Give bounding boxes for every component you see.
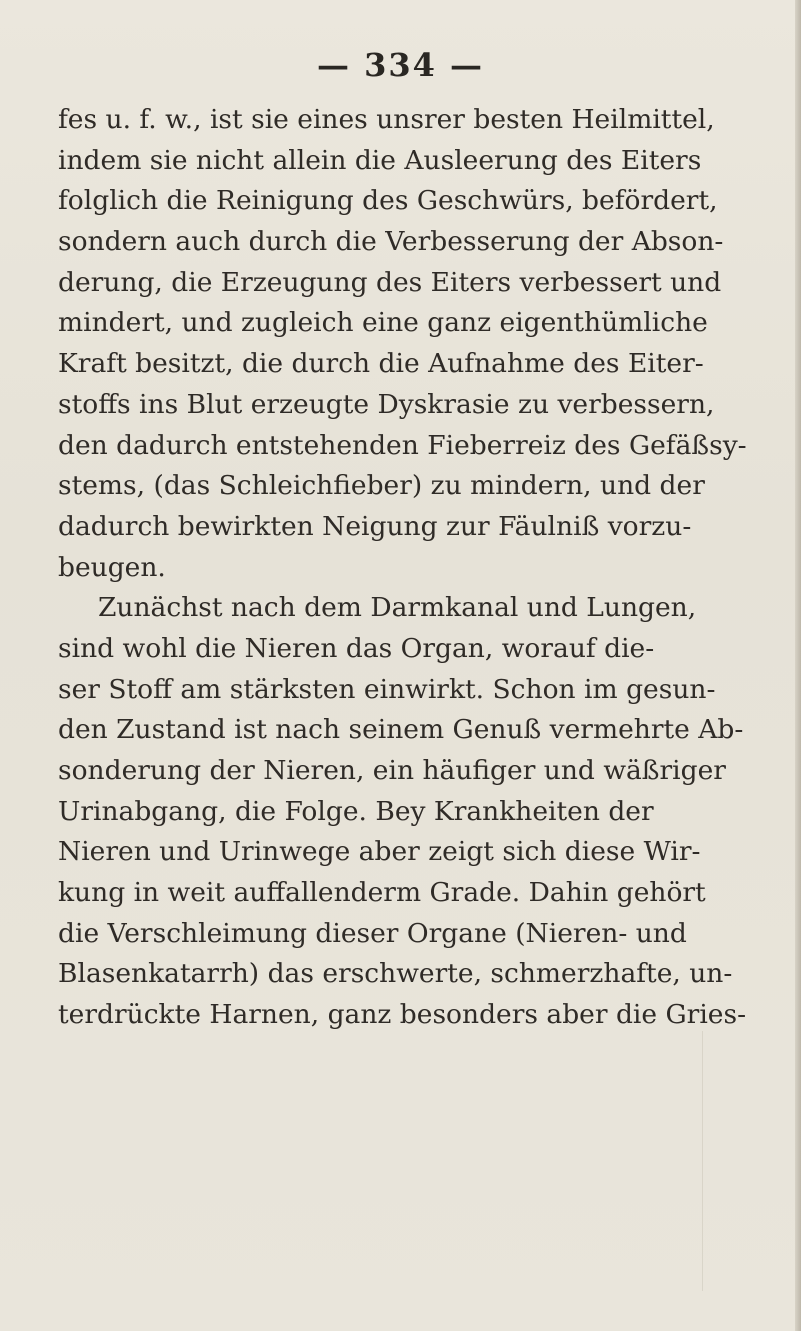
text-line: sonderung der Nieren, ein häufiger und wäßriger <box>58 755 726 786</box>
text-line: stoffs ins Blut erzeugte Dyskrasie zu verbessern, <box>58 388 715 420</box>
text-line: dadurch bewirkten Neigung zur Fäulniß vorzu- <box>58 510 692 542</box>
text-line: mindert, und zugleich eine ganz eigenthümliche <box>58 307 708 339</box>
text-line: derung, die Erzeugung des Eiters verbessert und <box>58 266 722 298</box>
text-line: ser Stoff am stärksten einwirkt. Schon im gesun- <box>58 673 716 705</box>
text-line: stems, (das Schleichfieber) zu mindern, und der <box>58 470 705 502</box>
text-line: sind wohl die Nieren das Organ, worauf die- <box>58 632 655 664</box>
text-line: indem sie nicht allein die Ausleerung des Eiters <box>58 144 702 176</box>
page-crease <box>702 1031 763 1291</box>
text-line: Blasenkatarrh) das erschwerte, schmerzhafte, un- <box>58 958 733 990</box>
text-line: den Zustand ist nach seinem Genuß vermehrte Ab- <box>58 714 744 746</box>
page-edge <box>795 0 801 1331</box>
text-line: beugen. <box>58 551 166 583</box>
text-line: Zunächst nach dem Darmkanal und Lungen, <box>98 592 697 624</box>
text-line: Kraft besitzt, die durch die Aufnahme des Eiter- <box>58 348 704 380</box>
text-line: kung in weit auffallenderm Grade. Dahin gehört <box>58 877 706 909</box>
text-line: folglich die Reinigung des Geschwürs, befördert, <box>58 185 718 217</box>
text-line: Urinabgang, die Folge. Bey Krankheiten der <box>58 795 654 827</box>
text-line: sondern auch durch die Verbesserung der Abson- <box>58 226 724 258</box>
text-line: fes u. f. w., ist sie eines unsrer besten Heilmittel, <box>58 104 715 135</box>
text-line: den dadurch entstehenden Fieberreiz des Gefäßsy- <box>58 429 747 461</box>
text-line: die Verschleimung dieser Organe (Nieren- und <box>58 917 687 949</box>
text-line: terdrückte Harnen, ganz besonders aber die Gries- <box>58 999 747 1031</box>
body-text <box>58 100 788 1036</box>
text-line: Nieren und Urinwege aber zeigt sich diese Wir- <box>58 836 701 868</box>
page-number: — 334 — <box>316 46 485 84</box>
